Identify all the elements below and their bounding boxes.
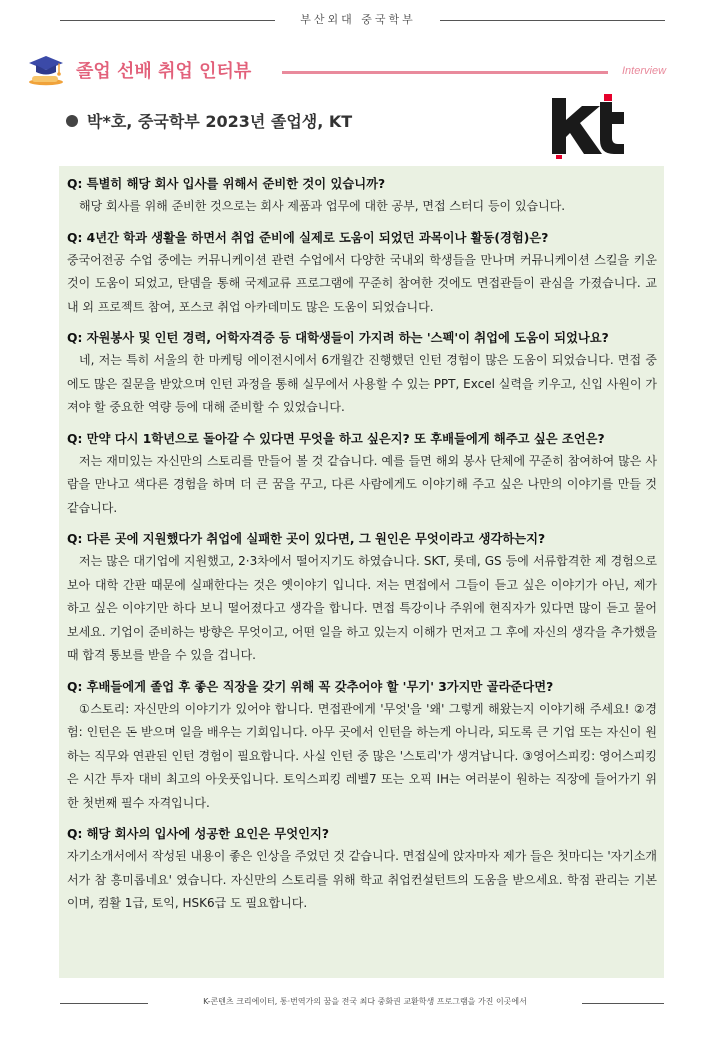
interviewee-info: 박*호, 중국학부 2023년 졸업생, KT bbox=[87, 112, 353, 131]
answer: 저는 재미있는 자신만의 스토리를 만들어 볼 것 같습니다. 예를 들면 해외 봉사 단체에 꾸준히 참여하여 많은 사람을 만나고 색다른 경험을 하며 더 큰 꿈을 꾸고, 다른 사람에게도 이야기해 주고 싶은 나만의 이야기를 만들 것 같습니다. bbox=[67, 453, 657, 515]
answer: 중국어전공 수업 중에는 커뮤니케이션 관련 수업에서 다양한 국내외 학생들을 만나며 커뮤니케이션 스킬을 키운 것이 도움이 되었고, 탄뎀을 통해 국제교류 프로그램에 꾸준히 참여한 것에도 면접관들이 관심을 가졌습니다. 교내 외 프로젝트 참여, 포스코 취업 아카데미도 많은 도움이 되었습니다. bbox=[67, 252, 657, 314]
question: Q: 해당 회사의 입사에 성공한 요인은 무엇인지? bbox=[67, 827, 330, 841]
question: Q: 후배들에게 졸업 후 좋은 직장을 갖기 위해 꼭 갖추어야 할 '무기' 3가지만 골라준다면? bbox=[67, 679, 554, 694]
answer: ①스토리: 자신만의 이야기가 있어야 합니다. 면접관에게 '무엇'을 '왜' 그렇게 해왔는지 이야기해 주세요! ②경험: 인턴은 돈 받으며 일을 배우는 기회입니다. 아무 곳에서 인턴을 하는게 아니라, 되도록 큰 기업 또는 자신이 원하는 직무와 연관된 인턴 경험이 필요합니다. 사실 인턴 중 많은 '스토리'가 생겨납니다. ③영어스피킹: 영어스피킹은 시간 투자 대비 최고의 아웃풋입니다. 토익스피킹 레벨7 또는 오픽 IH는 여러분이 원하는 직장에 들어가기 위한 첫번째 필수 자격입니다. bbox=[67, 701, 657, 810]
footer-rule-right bbox=[582, 1003, 664, 1004]
answer: 자기소개서에서 작성된 내용이 좋은 인상을 주었던 것 같습니다. 면접실에 앉자마자 제가 들은 첫마디는 '자기소개서가 참 흥미롭네요' 였습니다. 자신만의 스토리를 위해 학교 취업컨설턴트의 도움을 받으세요. 학점 관리는 기본이며, 컴활 1급, 토익, HSK6급 도 필요합니다. bbox=[67, 849, 657, 910]
department-header: 부산외대 중국학부 bbox=[300, 13, 416, 26]
question: Q: 4년간 학과 생활을 하면서 취업 준비에 실제로 도움이 되었던 과목이나 활동(경험)은? bbox=[67, 230, 549, 245]
footer-rule-left bbox=[60, 1003, 148, 1004]
header-rule-left bbox=[60, 20, 275, 21]
kt-logo bbox=[546, 92, 630, 160]
graduation-cap-icon bbox=[26, 48, 66, 88]
qa-item bbox=[67, 429, 657, 521]
qa-item bbox=[67, 824, 657, 916]
answer: 저는 많은 대기업에 지원했고, 2·3차에서 떨어지기도 하였습니다. SKT, 롯데, GS 등에 서류합격한 제 경험으로 보아 대학 간판 때문에 실패한다는 것은 옛이야기 입니다. 저는 면접에서 그들이 듣고 싶은 이야기가 아닌, 제가 하고 싶은 이야기만 하다 보니 떨어졌다고 생각을 합니다. 면접 특강이나 주위에 현직자가 있다면 많이 듣고 물어보세요. 기업이 준비하는 방향은 무엇이고, 어떤 일을 하고 있는지 이해가 먼저고 그 후에 자신의 생각을 추가했을 때 합격 통보를 받을 수 있을 겁니다. bbox=[67, 554, 657, 662]
qa-item bbox=[67, 174, 657, 219]
interview-tag: Interview bbox=[622, 65, 667, 77]
title-underline bbox=[282, 71, 608, 74]
question: Q: 다른 곳에 지원했다가 취업에 실패한 곳이 있다면, 그 원인은 무엇이라고 생각하는지? bbox=[67, 532, 546, 546]
qa-item bbox=[67, 677, 657, 816]
question: Q: 만약 다시 1학년으로 돌아갈 수 있다면 무엇을 하고 싶은지? 또 후배들에게 해주고 싶은 조언은? bbox=[67, 431, 605, 446]
header-rule-right bbox=[440, 20, 665, 21]
qa-item bbox=[67, 529, 657, 668]
qa-item bbox=[67, 328, 657, 420]
bullet-icon bbox=[66, 115, 78, 127]
answer: 네, 저는 특히 서울의 한 마케팅 에이전시에서 6개월간 진행했던 인턴 경험이 많은 도움이 되었습니다. 면접 중에도 많은 질문을 받았으며 인턴 과정을 통해 실무에서 사용할 수 있는 PPT, Excel 실력을 키우고, 신입 사원이 가져야 할 중요한 역량 등에 대해 준비할 수 있었습니다. bbox=[67, 353, 657, 414]
question: Q: 특별히 해당 회사 입사를 위해서 준비한 것이 있습니까? bbox=[67, 177, 386, 191]
qa-panel bbox=[59, 166, 664, 978]
section-title: 졸업 선배 취업 인터뷰 bbox=[76, 61, 252, 82]
qa-item bbox=[67, 228, 657, 320]
answer: 해당 회사를 위해 준비한 것으로는 회사 제품과 업무에 대한 공부, 면접 스터디 등이 있습니다. bbox=[79, 199, 566, 213]
question: Q: 자원봉사 및 인턴 경력, 어학자격증 등 대학생들이 가지려 하는 '스펙'이 취업에 도움이 되었나요? bbox=[67, 331, 609, 345]
footer-slogan: K-콘텐츠 크리에이터, 통·번역가의 꿈을 전국 최다 중화권 교환학생 프로그램을 가진 이곳에서 bbox=[203, 997, 527, 1006]
